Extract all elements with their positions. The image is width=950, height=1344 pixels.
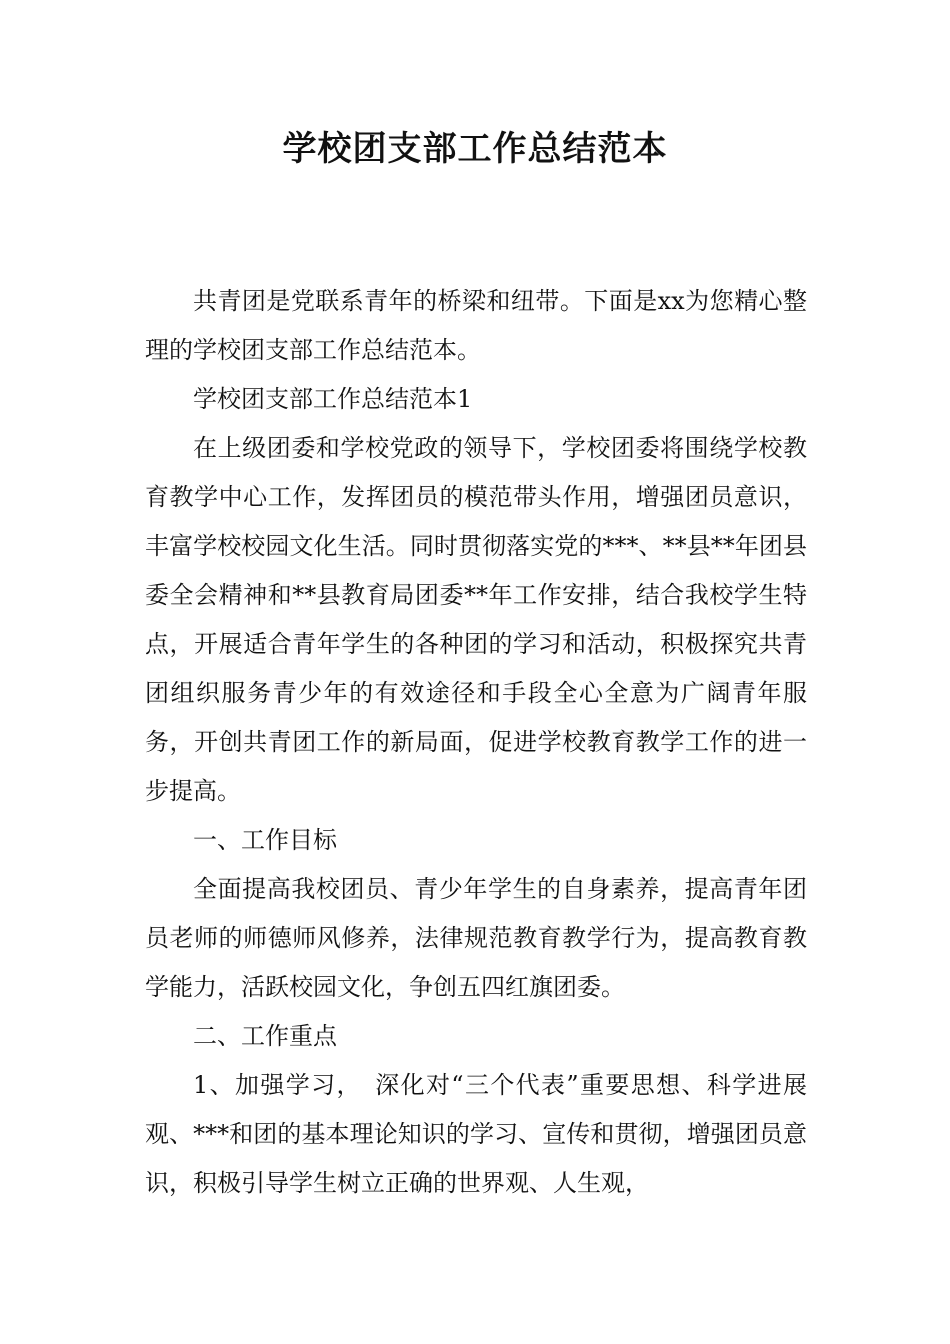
section-heading-goals: 一、工作目标 bbox=[193, 826, 337, 854]
document-body bbox=[145, 277, 807, 1208]
intro-paragraph: 共青团是党联系青年的桥梁和纽带。下面是xx为您精心整理的学校团支部工作总结范本。 bbox=[145, 287, 807, 364]
section-heading-focus: 二、工作重点 bbox=[193, 1022, 337, 1050]
body-paragraph-goals: 全面提高我校团员、青少年学生的自身素养，提高青年团员老师的师德师风修养，法律规范教育教学行为，提高教育教学能力，活跃校园文化，争创五四红旗团委。 bbox=[145, 875, 807, 1001]
document-title: 学校团支部工作总结范本 bbox=[282, 129, 668, 169]
body-paragraph-focus-1: 1、加强学习， 深化对“三个代表”重要思想、科学进展观、***和团的基本理论知识的学习、宣传和贯彻，增强团员意识，积极引导学生树立正确的世界观、人生观， bbox=[145, 1071, 807, 1197]
section-heading-sample-1: 学校团支部工作总结范本1 bbox=[193, 385, 473, 413]
body-paragraph-overview: 在上级团委和学校党政的领导下，学校团委将围绕学校教育教学中心工作，发挥团员的模范带头作用，增强团员意识，丰富学校校园文化生活。同时贯彻落实党的***、**县**年团县委全会精神和**县教育局团委**年工作安排，结合我校学生特点，开展适合青年学生的各种团的学习和活动，积极探究共青团组织服务青少年的有效途径和手段全心全意为广阔青年服务，开创共青团工作的新局面，促进学校教育教学工作的进一步提高。 bbox=[145, 434, 807, 805]
